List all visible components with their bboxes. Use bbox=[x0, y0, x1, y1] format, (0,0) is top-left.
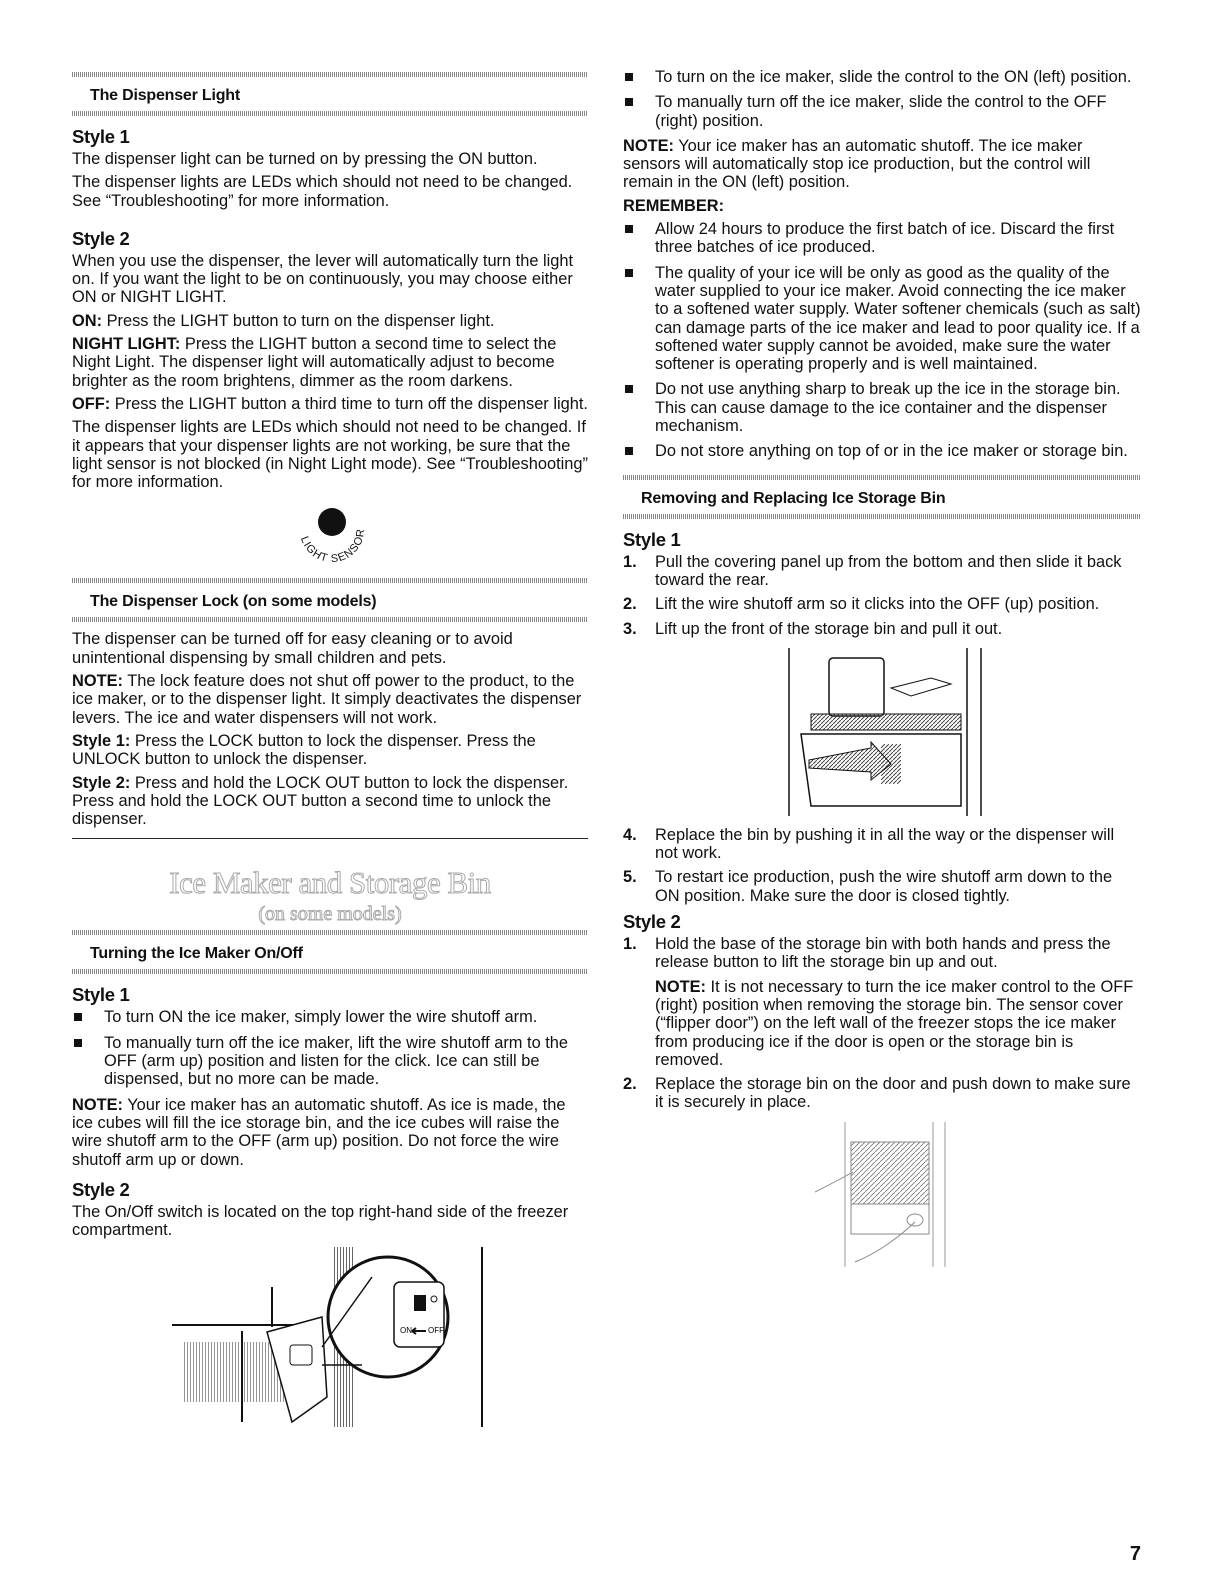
sensor-label: LIGHT SENSOR bbox=[298, 528, 368, 566]
section-header-dispenser-lock bbox=[72, 578, 588, 622]
paragraph: The dispenser lights are LEDs which should not need to be changed. If it appears that your dispenser lights are not working, be sure that the light sensor is not blocked (in Night Light mode). See “Troubleshooting” for more information. bbox=[72, 418, 588, 492]
list-item: Allow 24 hours to produce the first batch of ice. Discard the first three batches of ice produced. bbox=[623, 220, 1141, 257]
light-sensor-figure bbox=[72, 496, 588, 572]
paragraph-note: NOTE: Your ice maker has an automatic shutoff. As ice is made, the ice cubes will fill the ice storage bin, and the ice cubes will raise the wire shutoff arm to the OFF (arm up) position. Do not force the wire shutoff arm up or down. bbox=[72, 1095, 566, 1169]
list-item: 5. To restart ice production, push the wire shutoff arm down to the ON position. Make sure the door is closed tightly. bbox=[623, 868, 1113, 905]
style-heading: Style 2 bbox=[72, 227, 130, 249]
bullet-list bbox=[623, 68, 1141, 130]
left-column bbox=[72, 62, 588, 1427]
list-item: The quality of your ice will be only as good as the quality of the water supplied to your ice maker. Avoid connecting the ice maker to a softened water supply. Water softener chemicals (such as salt) can damage parts of the ice maker and lead to poor quality ice. If a softened water supply cannot be avoided, make sure the water softener is operating properly and is well maintained. bbox=[623, 264, 1141, 374]
section-header-dispenser-light bbox=[72, 72, 588, 116]
list-item: To turn on the ice maker, slide the control to the ON (left) position. bbox=[623, 68, 1141, 86]
list-item: 3. Lift up the front of the storage bin and pull it out. bbox=[623, 619, 1003, 638]
list-item: 1. Pull the covering panel up from the bottom and then slide it back toward the rear. bbox=[623, 552, 1122, 589]
steps-list bbox=[623, 553, 1141, 638]
remember-list bbox=[623, 220, 1141, 461]
style-heading: Style 1 bbox=[623, 528, 681, 550]
paragraph: The On/Off switch is located on the top right-hand side of the freezer compartment. bbox=[72, 1202, 569, 1240]
section-header-ice-onoff bbox=[72, 930, 588, 974]
divider bbox=[72, 838, 588, 839]
paragraph-note: NOTE: The lock feature does not shut off power to the product, to the ice maker, or to the dispenser light. It simply deactivates the dispenser levers. The ice and water dispensers will not work. bbox=[72, 672, 582, 727]
paragraph-style2: Style 2: Press and hold the LOCK OUT button to lock the dispenser. Press and hold the LOCK OUT button a second time to unlock the dispenser. bbox=[72, 773, 569, 829]
style-heading: Style 2 bbox=[72, 1178, 130, 1200]
bullet-list bbox=[72, 1008, 588, 1088]
list-item: 4. Replace the bin by pushing it in all the way or the dispenser will not work. bbox=[623, 825, 1115, 863]
paragraph-night-light: NIGHT LIGHT: Press the LIGHT button a second time to select the Night Light. The dispenser light will automatically adjust to become brighter as the room brightens, dimmer as the room darkens. bbox=[72, 335, 557, 390]
style-heading: Style 2 bbox=[623, 911, 681, 933]
chapter-title-text: Ice Maker and Storage Bin bbox=[169, 865, 491, 901]
section-title: The Dispenser Light bbox=[90, 87, 240, 104]
list-item: 1. Hold the base of the storage bin with both hands and press the release button to lift the storage bin up and out. NOTE: It is not necessary to turn the ice maker control to the OFF (right) position when removing the storage bin. The sensor cover (“flipper door”) on the left wall of the freezer stops the ice maker from producing ice if the door is open or the storage bin is removed. bbox=[623, 935, 1141, 1069]
list-item: Do not use anything sharp to break up the ice in the storage bin. This can cause damage to the ice container and the dispenser mechanism. bbox=[623, 380, 1141, 435]
list-item: To manually turn off the ice maker, lift the wire shutoff arm to the OFF (arm up) position and listen for the click. Ice can still be dispensed, but no more can be made. bbox=[72, 1034, 588, 1089]
storage-bin-door-figure bbox=[815, 1122, 1141, 1272]
page-number: 7 bbox=[1129, 1543, 1141, 1565]
paragraph: The dispenser light can be turned on by pressing the ON button. bbox=[72, 150, 538, 168]
paragraph: When you use the dispenser, the lever will automatically turn the light on. If you want the light to be on continuously, you may choose either ON or NIGHT LIGHT. bbox=[72, 251, 574, 307]
paragraph: The dispenser can be turned off for easy cleaning or to avoid unintentional dispensing by small children and pets. bbox=[72, 630, 513, 667]
list-item: To turn ON the ice maker, simply lower the wire shutoff arm. bbox=[72, 1008, 588, 1026]
list-item: 2. Replace the storage bin on the door and push down to make sure it is securely in place. bbox=[623, 1075, 1131, 1112]
storage-bin-figure bbox=[781, 648, 1141, 816]
style-heading: Style 1 bbox=[72, 984, 130, 1006]
right-column bbox=[623, 68, 1141, 1272]
light-sensor-icon bbox=[318, 508, 346, 536]
steps-list bbox=[623, 935, 1141, 1112]
steps-list bbox=[623, 826, 1141, 905]
section-title: Removing and Replacing Ice Storage Bin bbox=[641, 489, 946, 507]
paragraph-off: OFF: Press the LIGHT button a third time to turn off the dispenser light. bbox=[72, 394, 588, 413]
switch-off-label: OFF bbox=[428, 1326, 444, 1336]
paragraph: The dispenser lights are LEDs which should not need to be changed. See “Troubleshooting” for more information. bbox=[72, 173, 573, 210]
paragraph-note: NOTE: It is not necessary to turn the ice maker control to the OFF (right) position when removing the storage bin. The sensor cover (“flipper door”) on the left wall of the freezer stops the ice maker from producing ice if the door is open or the storage bin is removed. bbox=[655, 977, 1134, 1069]
section-title: Turning the Ice Maker On/Off bbox=[90, 945, 303, 963]
section-title: The Dispenser Lock (on some models) bbox=[90, 593, 377, 611]
list-item: 2. Lift the wire shutoff arm so it clicks into the OFF (up) position. bbox=[623, 595, 1100, 614]
paragraph-style1: Style 1: Press the LOCK button to lock the dispenser. Press the UNLOCK button to unlock the dispenser. bbox=[72, 731, 536, 769]
section-header-ice-bin bbox=[623, 475, 1141, 519]
onoff-switch-figure bbox=[172, 1247, 588, 1427]
switch-on-label: ON bbox=[400, 1326, 412, 1336]
chapter-title bbox=[72, 865, 588, 926]
list-item: To manually turn off the ice maker, slide the control to the OFF (right) position. bbox=[623, 93, 1141, 130]
chapter-subtitle: (on some models) bbox=[258, 903, 402, 926]
style-heading: Style 1 bbox=[72, 126, 130, 147]
paragraph-note: NOTE: Your ice maker has an automatic shutoff. The ice maker sensors will automatically stop ice production, but the control will remain in the ON (left) position. bbox=[623, 136, 1091, 192]
paragraph-on: ON: Press the LIGHT button to turn on the dispenser light. bbox=[72, 311, 495, 330]
list-item: Do not store anything on top of or in the ice maker or storage bin. bbox=[623, 442, 1141, 460]
remember-heading: REMEMBER: bbox=[623, 196, 725, 215]
switch-knob-icon bbox=[414, 1295, 426, 1311]
